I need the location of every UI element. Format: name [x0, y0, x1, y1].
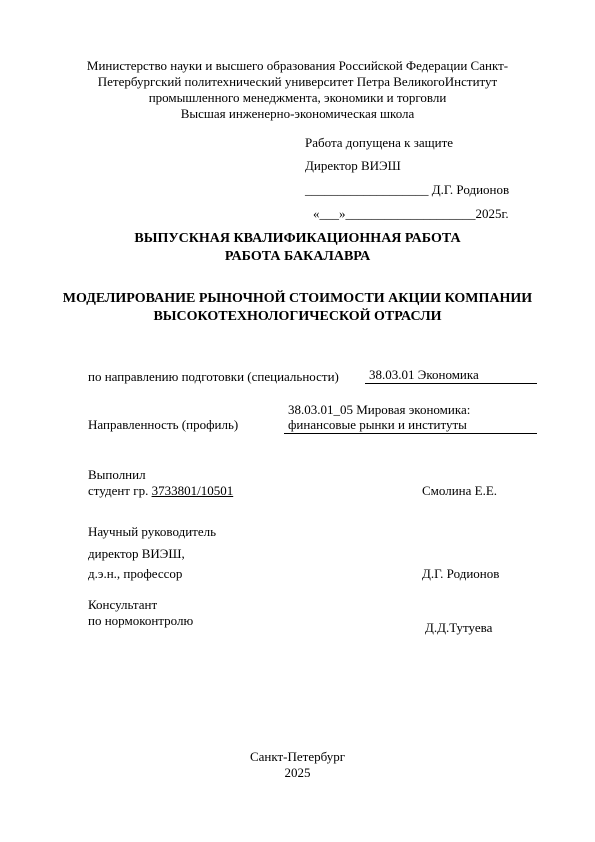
- approval-signature-line: ___________________ Д.Г. Родионов: [305, 182, 510, 197]
- header-line: промышленного менеджмента, экономики и торговли: [148, 90, 447, 105]
- work-title: [40, 230, 555, 266]
- author-group-number: 3733801/10501: [151, 483, 234, 498]
- work-title-line1: ВЫПУСКНАЯ КВАЛИФИКАЦИОННАЯ РАБОТА: [134, 231, 461, 246]
- footer-city: Санкт-Петербург: [249, 749, 346, 764]
- header-line: Министерство науки и высшего образования Российской Федерации Санкт-: [86, 58, 509, 73]
- footer-year: 2025: [284, 765, 311, 780]
- supervisor-position: директор ВИЭШ,: [88, 546, 185, 561]
- approval-date-line: «___»____________________2025г.: [313, 206, 509, 221]
- direction-label: по направлению подготовки (специальности): [88, 369, 339, 384]
- author-group-line: [88, 483, 233, 499]
- profile-label: Направленность (профиль): [88, 417, 239, 432]
- work-title-line2: РАБОТА БАКАЛАВРА: [224, 249, 371, 264]
- header-line: Петербургский политехнический университет Петра ВеликогоИнститут: [97, 74, 498, 89]
- author-group-prefix: студент гр.: [88, 483, 152, 498]
- consultant-role: по нормоконтролю: [88, 613, 194, 628]
- consultant-label: Консультант: [88, 597, 158, 612]
- profile-value-line2: финансовые рынки и институты: [284, 417, 537, 434]
- supervisor-name: Д.Г. Родионов: [422, 566, 500, 581]
- approval-director: Директор ВИЭШ: [305, 158, 401, 173]
- header-line: Высшая инженерно-экономическая школа: [180, 106, 415, 121]
- work-topic-line1: МОДЕЛИРОВАНИЕ РЫНОЧНОЙ СТОИМОСТИ АКЦИИ КОМПАНИИ: [62, 291, 533, 306]
- profile-value-line1: 38.03.01_05 Мировая экономика:: [288, 402, 471, 417]
- author-label: Выполнил: [88, 467, 146, 482]
- ministry-header: [60, 58, 535, 122]
- direction-value: 38.03.01 Экономика: [365, 367, 537, 384]
- work-topic: [40, 290, 555, 326]
- supervisor-degree: д.э.н., профессор: [88, 566, 183, 581]
- author-name: Смолина Е.Е.: [422, 483, 498, 498]
- work-topic-line2: ВЫСОКОТЕХНОЛОГИЧЕСКОЙ ОТРАСЛИ: [153, 309, 442, 324]
- approval-admitted: Работа допущена к защите: [305, 135, 454, 150]
- supervisor-label: Научный руководитель: [88, 524, 217, 539]
- consultant-name: Д.Д.Тутуева: [425, 620, 493, 635]
